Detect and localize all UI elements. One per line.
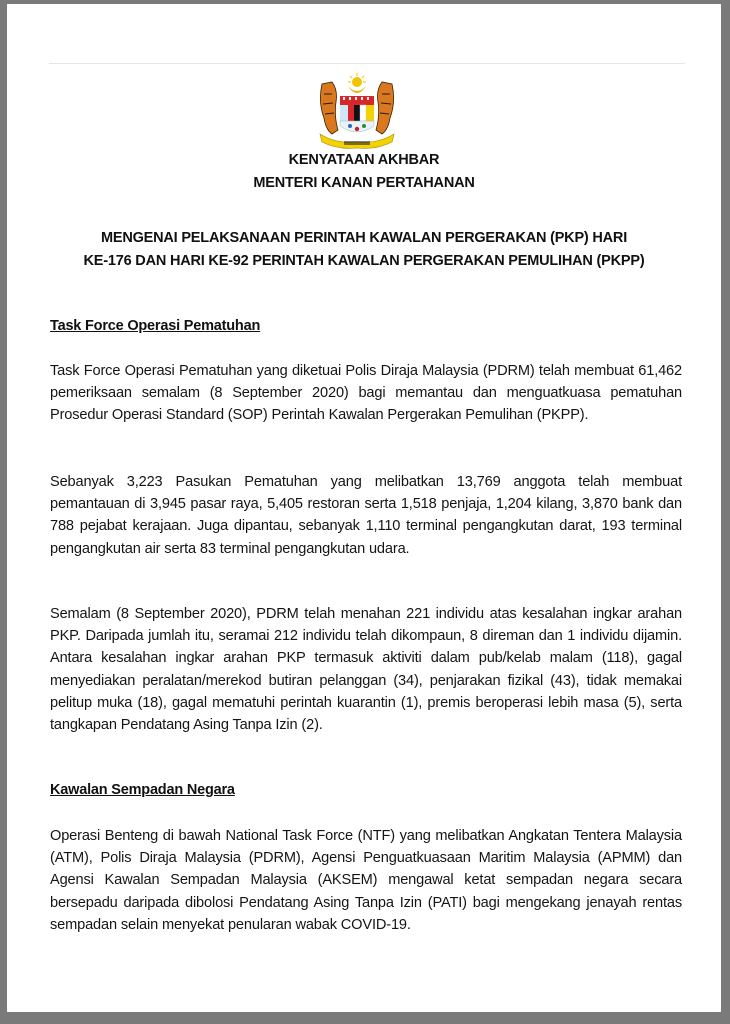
release-type-title: KENYATAAN AKHBAR [288, 152, 440, 168]
paragraph-arrests: Semalam (8 September 2020), PDRM telah menahan 221 individu atas kesalahan ingkar arahan PKP. Daripada jumlah itu, seramai 212 individu telah dikompaun, 8 direman dan 1 individu dijamin. Antara kesalahan ingkar arahan PKP termasuk aktiviti dalam pub/kelab malam (118), gagal menyediakan peralatan/merekod butiran pelanggan (34), penjarakan fizikal (43), tidak memakai pelitup muka (18), gagal mematuhi perintah kuarantin (1), premis beroperasi lebih masa (5), serta tangkapan Pendatang Asing Tanpa Izin (2). [50, 606, 682, 734]
paragraph-compliance-teams: Sebanyak 3,223 Pasukan Pematuhan yang melibatkan 13,769 anggota telah membuat pemantauan di 3,945 pasar raya, 5,405 restoran serta 1,518 penjaja, 1,204 kilang, 3,870 bank dan 788 pejabat kerajaan. Juga dipantau, sebanyak 1,110 terminal pengangkutan darat, 193 terminal pengangkutan air serta 83 terminal pengangkutan udara. [50, 474, 682, 557]
subject-line-1: MENGENAI PELAKSANAAN PERINTAH KAWALAN PERGERAKAN (PKP) HARI [100, 230, 628, 246]
header-rule [49, 63, 685, 64]
coat-of-arms-icon [316, 72, 398, 152]
ministry-title: MENTERI KANAN PERTAHANAN [253, 175, 475, 191]
subject-line-2: KE-176 DAN HARI KE-92 PERINTAH KAWALAN PERGERAKAN PEMULIHAN (PKPP) [83, 253, 645, 269]
section-heading-border-control: Kawalan Sempadan Negara [50, 782, 235, 798]
document-page [7, 4, 721, 1012]
paragraph-operasi-benteng: Operasi Benteng di bawah National Task Force (NTF) yang melibatkan Angkatan Tentera Malaysia (ATM), Polis Diraja Malaysia (PDRM), Agensi Penguatkuasaan Maritim Malaysia (APMM) dan Agensi Kawalan Sempadan Malaysia (AKSEM) mengawal ketat sempadan negara secara bersepadu daripada dibolosi Pendatang Asing Tanpa Izin (PATI) bagi mengekang jenayah rentas sempadan selain menyekat penularan wabak COVID-19. [50, 828, 682, 933]
paragraph-inspections: Task Force Operasi Pematuhan yang diketuai Polis Diraja Malaysia (PDRM) telah membuat 61,462 pemeriksaan semalam (8 September 2020) bagi memantau dan menguatkuasa pematuhan Prosedur Operasi Standard (SOP) Perintah Kawalan Pergerakan Pemulihan (PKPP). [50, 363, 682, 424]
section-heading-task-force: Task Force Operasi Pematuhan [50, 318, 261, 334]
